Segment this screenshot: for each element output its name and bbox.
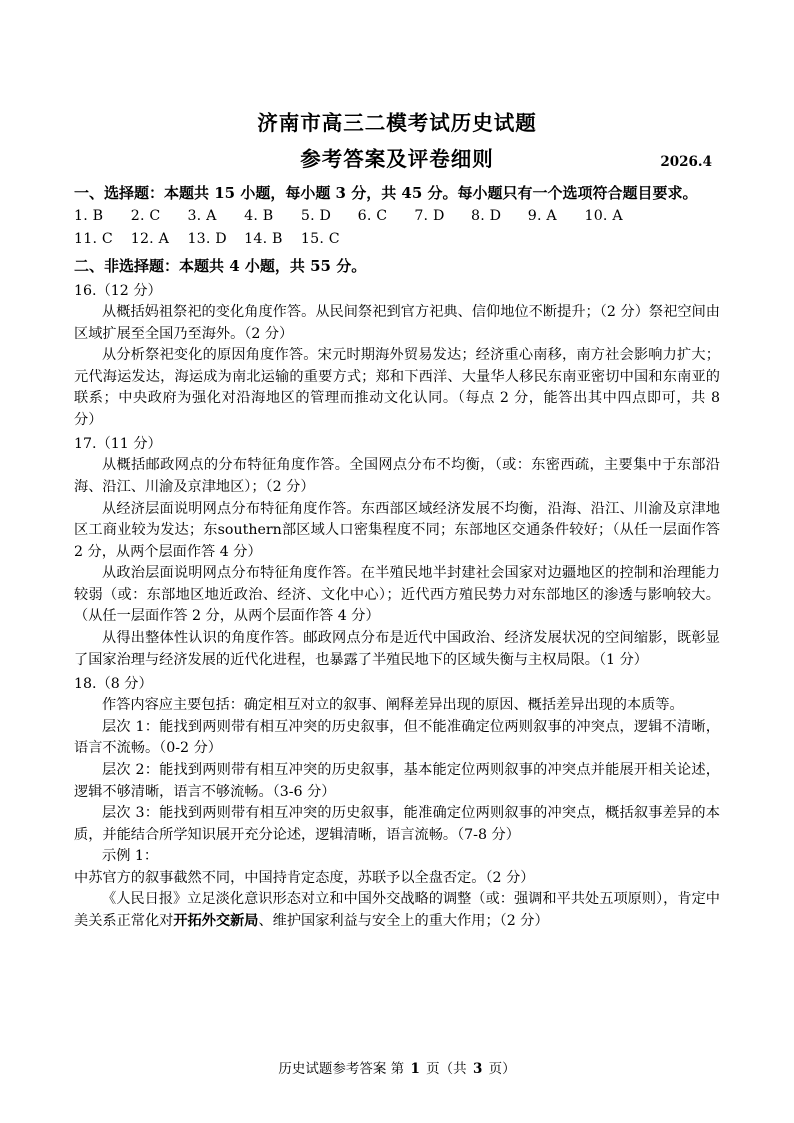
answer-item: 6. C bbox=[357, 208, 388, 225]
question-18-para: 作答内容应主要包括：确定相互对立的叙事、阐释差异出现的原因、概括差异出现的本质等。 bbox=[102, 697, 684, 714]
answer-item: 2. C bbox=[130, 208, 161, 225]
q18-text-before: 《人民日报》立足淡化意识形态对立和中国外交战略的调整（或：强调和平共处五项原则），肯定中美关系正常化对 bbox=[74, 891, 720, 929]
section-1-heading: 一、选择题：本题共 15 小题，每小题 3 分，共 45 分。每小题只有一个选项符合题目要求。 bbox=[74, 184, 698, 202]
answer-item: 4. B bbox=[244, 208, 274, 225]
question-16-head: 16.（12 分） bbox=[74, 282, 162, 299]
question-16-para: 从概括妈祖祭祀的变化角度作答。从民间祭祀到官方祀典、信仰地位不断提升；（2 分）祭祀空间由区域扩展至全国乃至海外。（2 分） bbox=[74, 303, 720, 342]
question-16-para: 从分析祭祀变化的原因角度作答。宋元时期海外贸易发达；经济重心南移，南方社会影响力扩大；元代海运发达，海运成为南北运输的重要方式；郑和下西洋、大量华人移民东南亚密切中国和东南亚的联系；中央政府为强化对沿海地区的管理而推动文化认同。（每点 2 分，能答出其中四点即可，共 8 分） bbox=[74, 347, 720, 428]
answer-item: 12. A bbox=[130, 230, 170, 247]
answer-item: 5. D bbox=[300, 208, 332, 225]
question-16 bbox=[74, 280, 720, 431]
footer-page-prefix: 第 bbox=[390, 1061, 405, 1077]
q18-emphasis: 开拓外交新局 bbox=[173, 912, 259, 929]
footer-page-number: 1 bbox=[410, 1061, 420, 1077]
answer-item: 3. A bbox=[187, 208, 217, 225]
question-17-head: 17.（11 分） bbox=[74, 436, 162, 453]
question-18-head: 18.（8 分） bbox=[74, 676, 153, 693]
footer-label: 历史试题参考答案 bbox=[278, 1061, 387, 1077]
answer-item: 15. C bbox=[300, 230, 340, 247]
question-18-para-bolded bbox=[74, 889, 720, 932]
section-2-heading: 二、非选择题：本题共 4 小题，共 55 分。 bbox=[74, 256, 367, 275]
question-18-para: 中苏官方的叙事截然不同，中国持肯定态度，苏联予以全盘否定。（2 分） bbox=[74, 869, 535, 886]
question-18-para: 层次 2：能找到两则带有相互冲突的历史叙事，基本能定位两则叙事的冲突点并能展开相关论述，逻辑不够清晰，语言不够流畅。（3-6 分） bbox=[74, 761, 720, 800]
question-17-para: 从得出整体性认识的角度作答。邮政网点分布是近代中国政治、经济发展状况的空间缩影，既彰显了国家治理与经济发展的近代化进程，也暴露了半殖民地下的区域失衡与主权局限。（1 分） bbox=[74, 630, 720, 668]
question-18-example-label: 示例 1： bbox=[102, 848, 159, 865]
question-18-para: 层次 3：能找到两则带有相互冲突的历史叙事，能准确定位两则叙事的冲突点，概括叙事差异的本质，并能结合所学知识展开充分论述，逻辑清晰，语言流畅。（7-8 分） bbox=[74, 805, 720, 843]
answer-item: 13. D bbox=[187, 230, 227, 247]
answer-item: 11. C bbox=[74, 230, 113, 247]
answer-item: 8. D bbox=[471, 208, 502, 225]
question-17 bbox=[74, 433, 720, 671]
question-17-para: 从政治层面说明网点分布特征角度作答。在半殖民地半封建社会国家对边疆地区的控制和治理能力较弱（或：东部地区地近政治、经济、文化中心）；近代西方殖民势力对东部地区的渗透与影响较大。（从任一层面作答 2 分，从两个层面作答 4 分） bbox=[74, 565, 720, 625]
page-footer bbox=[0, 1057, 794, 1077]
answers-row-2 bbox=[74, 228, 720, 251]
footer-page-mid: 页（共 bbox=[426, 1061, 467, 1077]
question-18-para: 层次 1：能找到两则带有相互冲突的历史叙事，但不能准确定位两则叙事的冲突点，逻辑不清晰，语言不流畅。（0-2 分） bbox=[74, 718, 720, 757]
footer-page-suffix: 页） bbox=[488, 1061, 516, 1077]
page-title: 济南市高三二模考试历史试题 bbox=[257, 111, 537, 135]
subtitle-row bbox=[74, 142, 720, 172]
question-17-para: 从经济层面说明网点分布特征角度作答。东西部区域经济发展不均衡，沿海、沿江、川渝及京津地区工商业较为发达；东southern部区域人口密集程度不同；东部地区交通条件较好；（从任一层面作答 2 分，从两个层面作答 4 分） bbox=[74, 500, 720, 560]
footer-total-pages: 3 bbox=[472, 1061, 483, 1077]
answer-item: 7. D bbox=[414, 208, 445, 225]
answer-item: 14. B bbox=[244, 230, 283, 247]
exam-date: 2026.4 bbox=[660, 154, 712, 170]
q18-text-after: 、维护国家利益与安全上的重大作用；（2 分） bbox=[258, 912, 549, 929]
question-18 bbox=[74, 673, 720, 932]
answer-item: 9. A bbox=[527, 208, 557, 225]
answer-item: 1. B bbox=[74, 208, 104, 225]
question-17-para: 从概括邮政网点的分布特征角度作答。全国网点分布不均衡，（或：东密西疏，主要集中于东部沿海、沿江、川渝及京津地区）；（2 分） bbox=[74, 457, 720, 495]
answer-item: 10. A bbox=[584, 208, 623, 225]
answers-row-1 bbox=[74, 205, 720, 228]
page-subtitle: 参考答案及评卷细则 bbox=[300, 147, 494, 171]
